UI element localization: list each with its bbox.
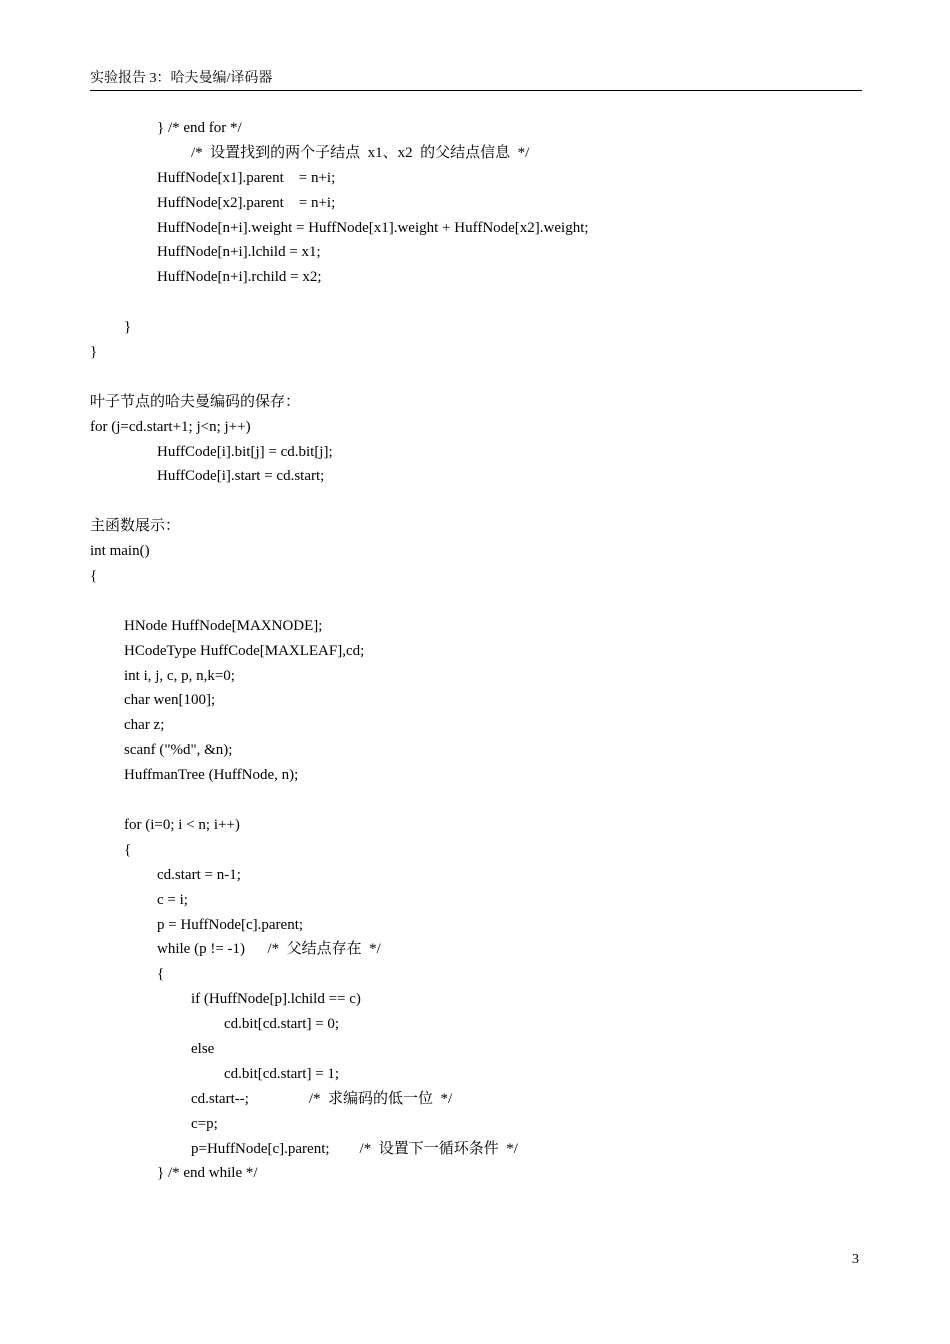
- code-line: p = HuffNode[c].parent;: [157, 916, 304, 933]
- code-line: c=p;: [191, 1115, 218, 1132]
- code-line: {: [124, 841, 132, 858]
- code-line: HuffmanTree (HuffNode, n);: [124, 767, 299, 784]
- blank-line: [90, 365, 870, 390]
- code-line: int main(): [90, 543, 150, 560]
- code-line: cd.bit[cd.start] = 0;: [224, 1016, 340, 1033]
- code-line: HuffCode[i].bit[j] = cd.bit[j];: [157, 443, 333, 460]
- code-line: cd.start--; /* 求编码的低一位 */: [191, 1090, 453, 1107]
- code-line: }: [124, 319, 132, 336]
- code-line: p=HuffNode[c].parent; /* 设置下一循环条件 */: [191, 1140, 518, 1157]
- code-line: 主函数展示：: [90, 518, 181, 535]
- blank-line: [90, 788, 870, 813]
- blank-line: [90, 589, 870, 614]
- code-line: /* 设置找到的两个子结点 x1、x2 的父结点信息 */: [191, 144, 530, 161]
- code-line: int i, j, c, p, n,k=0;: [124, 667, 235, 684]
- page-number: 3: [852, 1252, 859, 1267]
- page-header: [90, 70, 862, 91]
- code-line: HuffNode[x1].parent = n+i;: [157, 169, 336, 186]
- code-line: cd.bit[cd.start] = 1;: [224, 1065, 340, 1082]
- code-line: HNode HuffNode[MAXNODE];: [124, 617, 323, 634]
- code-line: {: [157, 966, 165, 983]
- code-line: scanf ("%d", &n);: [124, 742, 233, 759]
- code-line: HuffCode[i].start = cd.start;: [157, 468, 325, 485]
- code-listing: [90, 116, 870, 1186]
- code-line: HuffNode[n+i].rchild = x2;: [157, 269, 322, 286]
- code-line: c = i;: [157, 891, 188, 908]
- code-line: char wen[100];: [124, 692, 216, 709]
- code-line: cd.start = n-1;: [157, 866, 241, 883]
- code-line: HCodeType HuffCode[MAXLEAF],cd;: [124, 642, 365, 659]
- code-line: HuffNode[n+i].lchild = x1;: [157, 244, 321, 261]
- code-line: while (p != -1) /* 父结点存在 */: [157, 941, 381, 958]
- code-line: HuffNode[n+i].weight = HuffNode[x1].weight + HuffNode[x2].weight;: [157, 219, 589, 236]
- code-line: 叶子节点的哈夫曼编码的保存：: [90, 393, 301, 410]
- blank-line: [90, 290, 870, 315]
- header-title: 实验报告 3：哈夫曼编/译码器: [90, 71, 273, 86]
- code-line: for (i=0; i < n; i++): [124, 816, 240, 833]
- code-line: if (HuffNode[p].lchild == c): [191, 991, 361, 1008]
- code-line: else: [191, 1040, 215, 1057]
- code-line: HuffNode[x2].parent = n+i;: [157, 194, 336, 211]
- code-line: }: [90, 344, 98, 361]
- code-line: } /* end while */: [157, 1165, 258, 1182]
- code-line: for (j=cd.start+1; j<n; j++): [90, 418, 251, 435]
- code-line: {: [90, 568, 98, 585]
- code-line: char z;: [124, 717, 165, 734]
- blank-line: [90, 489, 870, 514]
- code-line: } /* end for */: [157, 120, 242, 136]
